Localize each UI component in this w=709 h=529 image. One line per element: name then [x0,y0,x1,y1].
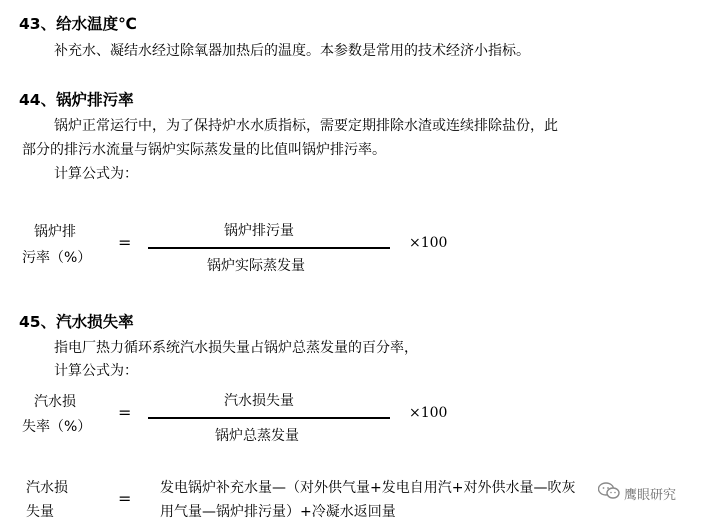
formula-45-lhs-line2: 失率（%） [22,419,92,435]
formula-45-denominator: 锅炉总蒸发量 [215,428,299,444]
formula-45b-equals: = [118,489,132,508]
formula-45-equals: = [118,403,132,422]
section-43-text: 补充水、凝结水经过除氧器加热后的温度。本参数是常用的技术经济小指标。 [54,43,530,59]
watermark-text: 鹰眼研究 [624,487,677,503]
formula-44-lhs-line1: 锅炉排 [34,224,76,240]
formula-44-lhs-line2: 污率（%） [22,250,92,266]
section-44-text-line1: 锅炉正常运行中，为了保持炉水水质指标，需要定期排除水渣或连续排除盐份，此 [54,118,558,134]
section-45-formula-intro: 计算公式为： [54,363,138,379]
formula-45-lhs-line1: 汽水损 [34,394,76,410]
watermark [598,480,698,506]
formula-45-multiplier: ×100 [409,405,448,421]
formula-44-denominator: 锅炉实际蒸发量 [207,258,305,274]
section-45-heading: 45、汽水损失率 [19,313,134,331]
section-45-text-line1: 指电厂热力循环系统汽水损失量占锅炉总蒸发量的百分率， [54,340,418,356]
formula-45b-lhs-line1: 汽水损 [26,480,68,496]
wechat-icon [598,482,620,504]
section-44-text-line2: 部分的排污水流量与锅炉实际蒸发量的比值叫锅炉排污率。 [22,142,386,158]
formula-45b-lhs-line2: 失量 [26,504,54,520]
formula-45-fraction-bar [148,417,390,419]
section-44-heading: 44、锅炉排污率 [19,91,134,109]
formula-44-numerator: 锅炉排污量 [224,223,294,239]
formula-44-multiplier: ×100 [409,235,448,251]
section-43-heading: 43、给水温度℃ [19,15,137,33]
section-44-formula-intro: 计算公式为： [54,166,138,182]
formula-45-numerator: 汽水损失量 [224,393,294,409]
formula-45b-rhs-line2: 用气量—锅炉排污量）+冷凝水返回量 [160,504,396,520]
formula-44-fraction-bar [148,247,390,249]
formula-45b-rhs-line1: 发电锅炉补充水量—（对外供气量+发电自用汽+对外供水量—吹灰 [160,480,576,496]
formula-44-equals: = [118,233,132,252]
